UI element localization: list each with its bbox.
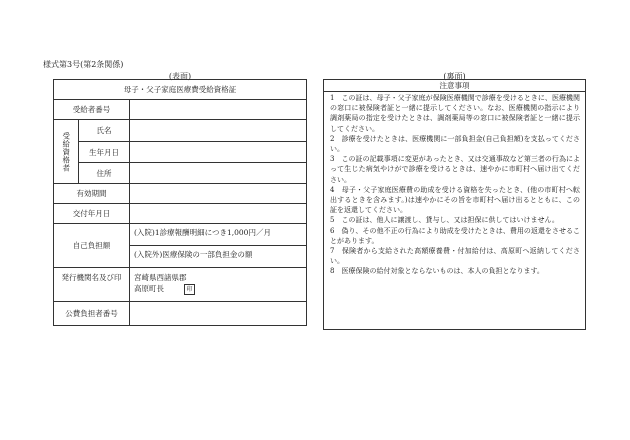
address-row (54, 163, 307, 184)
payer-number-value (130, 302, 307, 326)
name-value (130, 120, 307, 142)
issue-date-value (130, 204, 307, 224)
note-item: 8 医療保険の給付対象とならないものは、本人の負担となります。 (330, 267, 544, 276)
copay-inpatient: (入院)1診療報酬明細につき1,000円／月 (134, 228, 271, 237)
recipient-group-cell (54, 120, 79, 184)
recipient-number-row (54, 100, 307, 120)
issuer-line-1: 宮崎県西諸県郡 (134, 273, 187, 282)
notes-title: 注意事項 (324, 80, 585, 92)
certificate-title: 母子・父子家庭医療費受給資格証 (54, 80, 307, 100)
address-value (130, 163, 307, 184)
validity-value (130, 184, 307, 204)
address-label: 住所 (79, 163, 130, 184)
payer-number-row (54, 302, 307, 326)
issue-date-label: 交付年月日 (54, 204, 130, 224)
birth-date-label: 生年月日 (79, 142, 130, 163)
note-item: 3 この証の記載事項に変更があったとき、又は交通事故など第三者の行為によって生じた病気やけがで診療を受けるときは、速やかに市町村へ届け出てください。 (330, 155, 580, 184)
notes-body (324, 92, 585, 277)
note-item: 2 診療を受けたときは、医療機関に一部負担金(自己負担額)を支払ってください。 (330, 134, 580, 154)
note-item: 6 偽り、その他不正の行為により助成を受けたときは、費用の返還をさせることがあります。 (330, 226, 580, 245)
recipient-number-label: 受給者番号 (54, 100, 130, 120)
issuer-row (54, 268, 307, 302)
birth-row (54, 142, 307, 163)
back-side-label: (裏面) (443, 72, 466, 81)
issue-date-row (54, 204, 307, 224)
issuer-line-2: 高原町長 (134, 284, 164, 293)
copay-outpatient: (入院外)医療保険の一部負担金の額 (130, 245, 306, 267)
validity-row (54, 184, 307, 204)
note-item: 5 この証は、他人に譲渡し、貸与し、又は担保に供してはいけません。 (330, 216, 559, 225)
issuer-label: 発行機関名及び印 (54, 268, 130, 302)
title-row (54, 80, 307, 100)
note-item: 1 この証は、母子・父子家庭が保険医療機関で診療を受けるときに、医療機関の窓口に被保険者証と一緒に提示してください。なお、医療機関の指示により調剤薬局の指定を受けたときは、調剤薬局等の窓口に被保険者証と一緒に提示してください。 (330, 94, 580, 133)
birth-date-value (130, 142, 307, 163)
certificate-back-panel (323, 79, 586, 330)
recipient-number-value (130, 100, 307, 120)
issuer-line-2-wrap (134, 283, 302, 295)
copay-label: 自己負担額 (54, 224, 130, 268)
name-label: 氏名 (79, 120, 130, 142)
copay-row (54, 224, 307, 268)
form-number-label: 様式第3号(第2条関係) (43, 60, 124, 69)
recipient-group-label: 受給資格者 (61, 131, 71, 172)
issuer-value (130, 268, 307, 302)
copay-detail-cell (130, 224, 307, 268)
payer-number-label: 公費負担者番号 (54, 302, 130, 326)
front-side-label: (表面) (168, 72, 192, 81)
note-item: 4 母子・父子家庭医療費の助成を受ける資格を失ったとき、(他の市町村へ転出するときを含みます。)は速やかにその旨を市町村へ届け出るとともに、この証を返還してください。 (330, 185, 580, 215)
note-item: 7 保険者から支給された高額療養費・付加給付は、高原町へ返納してください。 (330, 247, 580, 266)
certificate-front-table (53, 79, 307, 326)
name-row (54, 120, 307, 142)
seal-mark: 印 (184, 284, 195, 295)
validity-label: 有効期間 (54, 184, 130, 204)
